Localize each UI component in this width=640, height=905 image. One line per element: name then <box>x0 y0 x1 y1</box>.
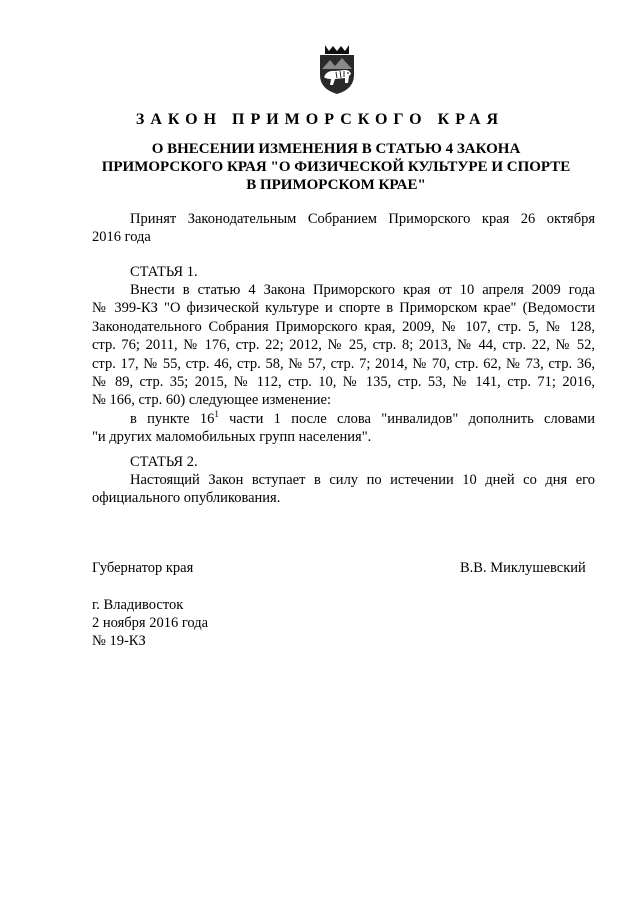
article-2-line-2: официального опубликования. <box>92 490 281 507</box>
law-title: ЗАКОН ПРИМОРСКОГО КРАЯ <box>135 111 505 128</box>
article-1-text <box>92 281 595 447</box>
coat-of-arms-icon <box>315 43 359 95</box>
article-1-line: Внести в статью 4 Закона Приморского края от 10 апреля 2009 года <box>130 282 595 298</box>
subject-line-1: О ВНЕСЕНИИ ИЗМЕНЕНИЯ В СТАТЬЮ 4 ЗАКОНА <box>151 141 521 157</box>
article-1-change-line-1 <box>92 410 595 428</box>
article-2-text <box>92 471 595 508</box>
article-1-line: стр. 17, № 55, стр. 46, стр. 58, № 57, стр. 7; 2014, № 70, стр. 62, № 73, стр. 36, <box>92 355 595 372</box>
article-1-line: Законодательного Собрания Приморского края, 2009, № 107, стр. 5, № 128, <box>92 318 595 335</box>
article-1-line: № 399-КЗ "О физической культуре и спорте в Приморском крае" (Ведомости <box>92 300 595 317</box>
footer-city: г. Владивосток <box>92 597 184 613</box>
signature-name: В.В. Миклушевский <box>460 560 586 576</box>
article-1-change-line-2: "и других маломобильных групп населения". <box>92 429 372 446</box>
document-footer <box>92 596 208 650</box>
change-text-after: части 1 после слова "инвалидов" дополнить словами <box>218 410 595 427</box>
adoption-line-1: Принят Законодательным Собранием Приморского края 26 октября <box>130 211 595 227</box>
subject-line-3: В ПРИМОРСКОМ КРАЕ" <box>246 177 426 193</box>
article-1-line: стр. 76; 2011, № 176, стр. 22; 2012, № 25, стр. 8; 2013, № 44, стр. 22, № 52, <box>92 337 595 354</box>
footer-date: 2 ноября 2016 года <box>92 615 209 631</box>
adoption-statement <box>92 210 595 247</box>
change-superscript: 1 <box>214 408 219 419</box>
adoption-line-2: 2016 года <box>92 229 151 246</box>
change-text-before: в пункте 16 <box>130 410 215 427</box>
article-1-line: № 166, стр. 60) следующее изменение: <box>92 392 331 409</box>
article-2-line-1: Настоящий Закон вступает в силу по истечении 10 дней со дня его <box>130 472 595 488</box>
signature-position: Губернатор края <box>92 560 194 576</box>
article-1-heading: СТАТЬЯ 1. <box>130 264 198 280</box>
article-2-heading: СТАТЬЯ 2. <box>130 454 198 470</box>
article-1-line: № 89, стр. 35; 2015, № 112, стр. 10, № 135, стр. 53, № 141, стр. 71; 2016, <box>92 374 595 391</box>
law-subject <box>80 140 592 194</box>
footer-number: № 19-КЗ <box>92 633 146 649</box>
subject-line-2: ПРИМОРСКОГО КРАЯ "О ФИЗИЧЕСКОЙ КУЛЬТУРЕ И СПОРТЕ <box>101 159 571 175</box>
